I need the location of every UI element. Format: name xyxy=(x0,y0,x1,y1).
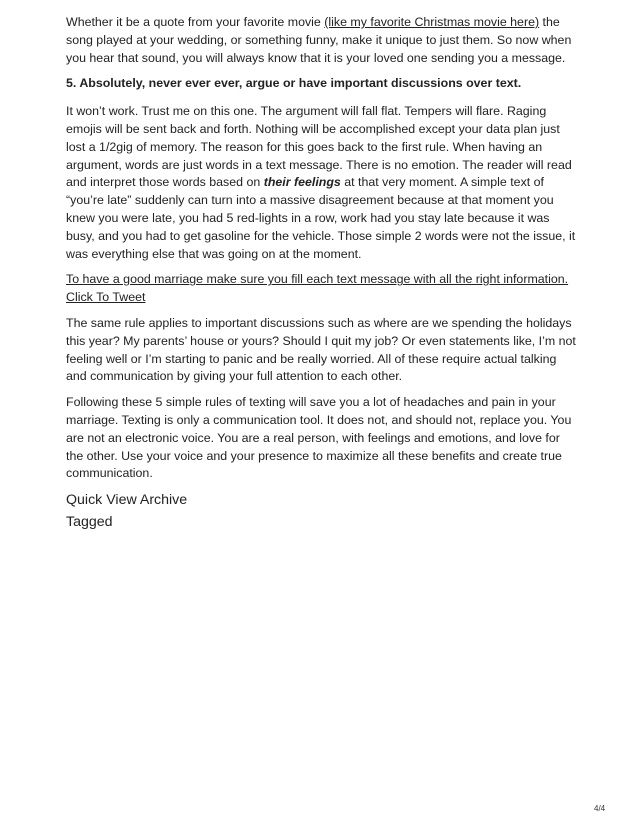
document-body xyxy=(66,14,580,532)
quick-view-archive[interactable]: Quick View Archive xyxy=(66,492,188,509)
paragraph-text: It won’t work. Trust me on this one. The argument will fall flat. Tempers will flare. Raging emojis will be sent back and forth. Nothing will be accomplished except your data plan just lost a 1/2gig of memory. The reason for this goes back to the first rule. When having an argument, words are just words in a text message. There is no emotion. The reader will read and interpret those words based on xyxy=(66,104,572,190)
paragraph-text: the song played at your wedding, or something funny, make it unique to just them. So now when you hear that sound, you will always know that it is your loved one sending you a message. xyxy=(66,15,572,65)
rule-5-heading: 5. Absolutely, never ever ever, argue or have important discussions over text. xyxy=(66,76,522,91)
paragraph-text: Whether it be a quote from your favorite movie xyxy=(66,15,325,29)
paragraph-conclusion: Following these 5 simple rules of texting will save you a lot of headaches and pain in your marriage. Texting is only a communication tool. It does not, and should not, replace you. You are not an electronic voice. You are a real person, with feelings and emotions, and love for the other. Use your voice and your presence to maximize all these benefits and create true communication. xyxy=(66,395,572,481)
christmas-movie-link[interactable]: (like my favorite Christmas movie here) xyxy=(324,15,540,29)
paragraph-ringtone xyxy=(66,14,580,67)
click-to-tweet-link[interactable]: Click To Tweet xyxy=(66,290,146,305)
click-to-tweet-block xyxy=(66,271,580,307)
page-number: 4/4 xyxy=(594,804,606,813)
paragraph-text: at that very moment. A simple text of “you’re late” suddenly can turn into a massive disagreement because at that moment you knew you were late, you had 5 red-lights in a row, work had you stay late because it was busy, and you had to get gasoline for the vehicle. Those simple 2 words were not the issue, it was everything else that was going on at the moment. xyxy=(66,175,576,261)
emphasis-their-feelings: their feelings xyxy=(263,175,341,190)
paragraph-argument xyxy=(66,103,580,263)
tweet-quote-link[interactable]: To have a good marriage make sure you fill each text message with all the right information. xyxy=(66,272,569,287)
tagged-label: Tagged xyxy=(66,514,113,531)
paragraph-discussions: The same rule applies to important discussions such as where are we spending the holidays this year? My parents’ house or yours? Should I quit my job? Or even statements like, I’m not feeling well or I’m starting to panic and be really worried. All of these require actual talking and communication by giving your full attention to each other. xyxy=(66,315,576,384)
